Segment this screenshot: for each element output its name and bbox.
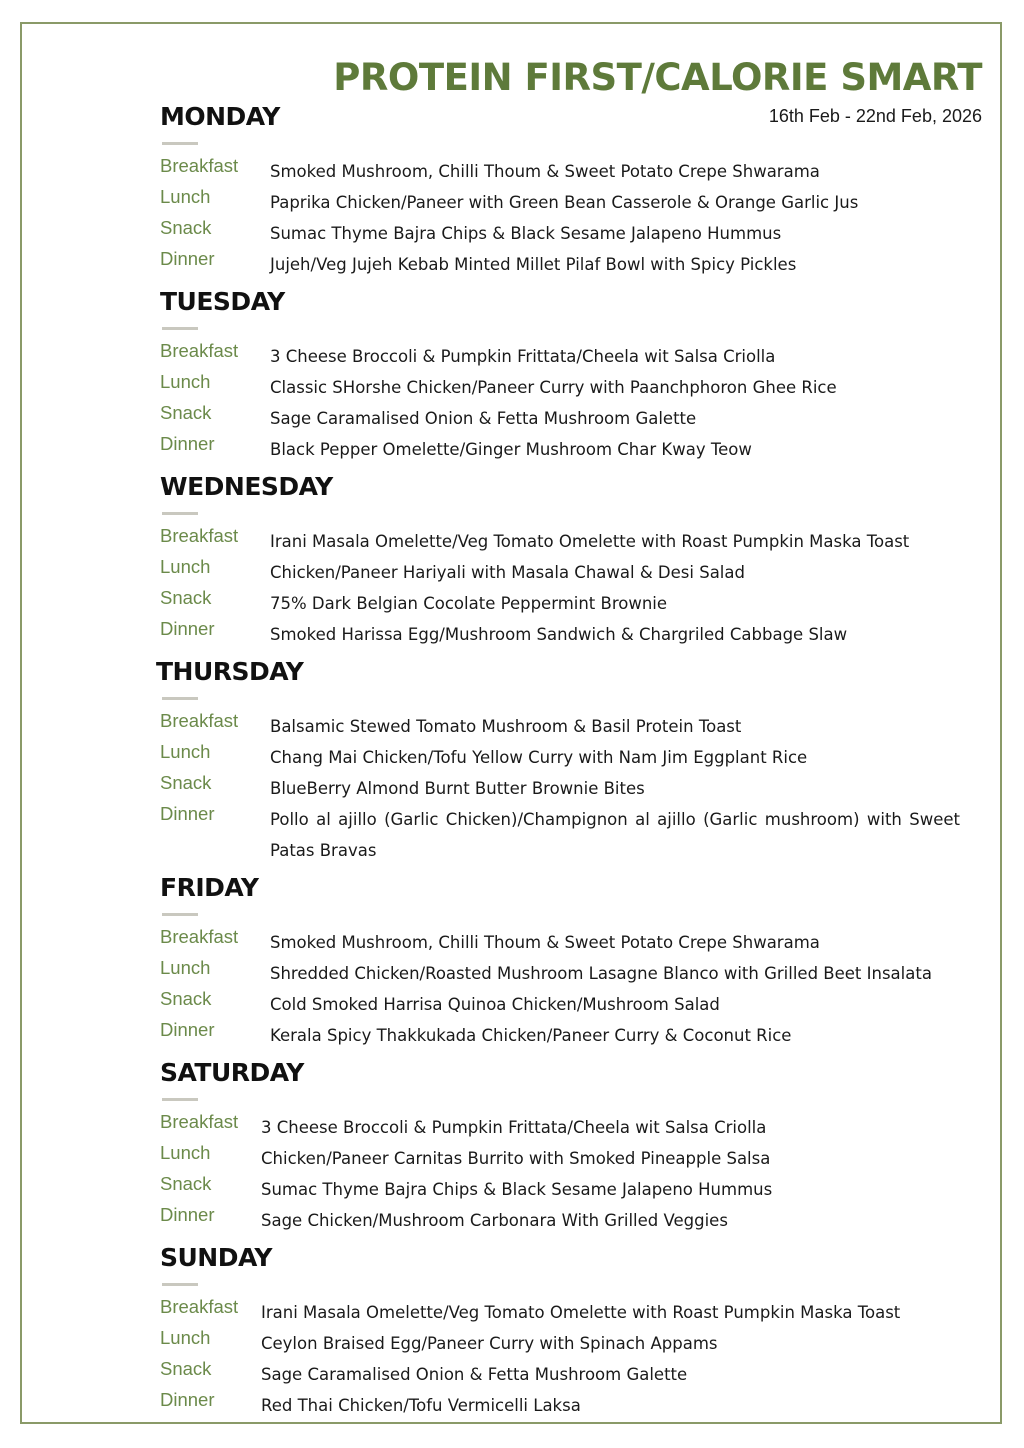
meal-dish: Paprika Chicken/Paneer with Green Bean Casserole & Orange Garlic Jus [270, 193, 859, 212]
day-sunday [160, 1241, 960, 1421]
meal-label: Dinner [160, 1204, 215, 1225]
meal-breakfast [160, 1297, 960, 1328]
meal-dish: Red Thai Chicken/Tofu Vermicelli Laksa [261, 1396, 581, 1415]
meal-label: Lunch [160, 556, 211, 577]
meal-dinner [160, 619, 960, 650]
meal-dish: Shredded Chicken/Roasted Mushroom Lasagne Blanco with Grilled Beet Insalata [270, 964, 932, 983]
meal-snack [160, 218, 960, 249]
meal-label: Dinner [160, 1019, 215, 1040]
meal-lunch [160, 557, 960, 588]
meal-dish: Pollo al ajillo (Garlic Chicken)/Champignon al ajillo (Garlic mushroom) with Sweet Patas Bravas [270, 810, 960, 860]
heading-underline [162, 1098, 198, 1101]
meal-lunch [160, 1143, 960, 1174]
meal-snack [160, 989, 960, 1020]
meal-dish: Chicken/Paneer Hariyali with Masala Chawal & Desi Salad [270, 563, 745, 582]
meal-label: Lunch [160, 1327, 211, 1348]
meal-dish: Chang Mai Chicken/Tofu Yellow Curry with Nam Jim Eggplant Rice [270, 748, 808, 767]
meal-dish: Smoked Mushroom, Chilli Thoum & Sweet Potato Crepe Shwarama [270, 162, 820, 181]
meal-dish: Jujeh/Veg Jujeh Kebab Minted Millet Pilaf Bowl with Spicy Pickles [270, 255, 797, 274]
meal-label: Breakfast [160, 1111, 239, 1132]
meal-breakfast [160, 526, 960, 557]
day-heading: THURSDAY [156, 657, 304, 686]
day-heading: SATURDAY [160, 1058, 304, 1087]
day-heading: SUNDAY [160, 1243, 273, 1272]
meal-label: Dinner [160, 618, 215, 639]
meal-breakfast [160, 156, 960, 187]
meal-breakfast [160, 341, 960, 372]
meal-label: Dinner [160, 1389, 215, 1410]
meal-dish: Ceylon Braised Egg/Paneer Curry with Spinach Appams [261, 1334, 718, 1353]
meal-dinner [160, 804, 960, 866]
meal-label: Lunch [160, 371, 211, 392]
meal-dish: Irani Masala Omelette/Veg Tomato Omelette with Roast Pumpkin Maska Toast [261, 1303, 901, 1322]
meal-label: Lunch [160, 957, 211, 978]
meal-snack [160, 1174, 960, 1205]
meal-dish: 75% Dark Belgian Cocolate Peppermint Brownie [270, 594, 668, 613]
meal-breakfast [160, 927, 960, 958]
day-wednesday [160, 470, 960, 650]
weekly-menu [156, 100, 960, 1421]
meal-dish: BlueBerry Almond Burnt Butter Brownie Bites [270, 779, 645, 798]
meal-lunch [160, 187, 960, 218]
meal-snack [160, 403, 960, 434]
meal-label: Snack [160, 587, 212, 608]
meal-dish: Smoked Mushroom, Chilli Thoum & Sweet Potato Crepe Shwarama [270, 933, 820, 952]
meal-dinner [160, 1390, 960, 1421]
meal-label: Dinner [160, 803, 215, 824]
meal-dish: Sumac Thyme Bajra Chips & Black Sesame Jalapeno Hummus [270, 224, 782, 243]
meal-label: Lunch [160, 741, 211, 762]
meal-label: Breakfast [160, 710, 239, 731]
day-tuesday [160, 285, 960, 465]
day-friday [160, 871, 960, 1051]
meal-dish: Cold Smoked Harrisa Quinoa Chicken/Mushroom Salad [270, 995, 720, 1014]
meal-label: Breakfast [160, 926, 239, 947]
meal-breakfast [160, 711, 960, 742]
heading-underline [162, 142, 198, 145]
meal-lunch [160, 372, 960, 403]
meal-label: Dinner [160, 433, 215, 454]
meal-dish: Irani Masala Omelette/Veg Tomato Omelette with Roast Pumpkin Maska Toast [270, 532, 910, 551]
meal-dish: Classic SHorshe Chicken/Paneer Curry with Paanchphoron Ghee Rice [270, 378, 837, 397]
meal-snack [160, 1359, 960, 1390]
meal-lunch [160, 1328, 960, 1359]
heading-underline [162, 1283, 198, 1286]
heading-underline [162, 697, 198, 700]
heading-underline [162, 913, 198, 916]
menu-title: PROTEIN FIRST/CALORIE SMART [333, 56, 982, 99]
meal-dish: Sage Caramalised Onion & Fetta Mushroom Galette [261, 1365, 688, 1384]
day-heading: FRIDAY [160, 873, 259, 902]
meal-dinner [160, 1020, 960, 1051]
meal-label: Dinner [160, 248, 215, 269]
meal-dish: Smoked Harissa Egg/Mushroom Sandwich & Chargriled Cabbage Slaw [270, 625, 848, 644]
day-heading: TUESDAY [160, 287, 285, 316]
meal-lunch [160, 742, 960, 773]
meal-label: Lunch [160, 186, 211, 207]
meal-label: Breakfast [160, 1296, 239, 1317]
meal-snack [160, 588, 960, 619]
meal-dish: Sumac Thyme Bajra Chips & Black Sesame Jalapeno Hummus [261, 1180, 773, 1199]
meal-label: Breakfast [160, 340, 239, 361]
meal-label: Snack [160, 402, 212, 423]
meal-label: Breakfast [160, 155, 239, 176]
day-heading: MONDAY [160, 102, 280, 131]
meal-label: Lunch [160, 1142, 211, 1163]
meal-dish: Black Pepper Omelette/Ginger Mushroom Char Kway Teow [270, 440, 752, 459]
meal-dish: Sage Chicken/Mushroom Carbonara With Grilled Veggies [261, 1211, 728, 1230]
day-saturday [160, 1056, 960, 1236]
heading-underline [162, 327, 198, 330]
meal-dish: 3 Cheese Broccoli & Pumpkin Frittata/Cheela wit Salsa Criolla [270, 347, 776, 366]
meal-label: Snack [160, 1173, 212, 1194]
meal-dish: 3 Cheese Broccoli & Pumpkin Frittata/Cheela wit Salsa Criolla [261, 1118, 767, 1137]
meal-snack [160, 773, 960, 804]
heading-underline [162, 512, 198, 515]
meal-breakfast [160, 1112, 960, 1143]
date-range: 16th Feb - 22nd Feb, 2026 [768, 106, 982, 126]
meal-label: Snack [160, 217, 212, 238]
meal-dish: Balsamic Stewed Tomato Mushroom & Basil Protein Toast [270, 717, 742, 736]
meal-label: Snack [160, 1358, 212, 1379]
meal-label: Breakfast [160, 525, 239, 546]
meal-dish: Sage Caramalised Onion & Fetta Mushroom Galette [270, 409, 697, 428]
meal-dish: Chicken/Paneer Carnitas Burrito with Smoked Pineapple Salsa [261, 1149, 771, 1168]
day-heading: WEDNESDAY [160, 472, 333, 501]
meal-lunch [160, 958, 960, 989]
day-thursday [156, 655, 960, 866]
day-monday [160, 100, 960, 280]
meal-dinner [160, 249, 960, 280]
meal-dinner [160, 1205, 960, 1236]
meal-label: Snack [160, 772, 212, 793]
meal-label: Snack [160, 988, 212, 1009]
meal-dinner [160, 434, 960, 465]
meal-dish: Kerala Spicy Thakkukada Chicken/Paneer Curry & Coconut Rice [270, 1026, 792, 1045]
